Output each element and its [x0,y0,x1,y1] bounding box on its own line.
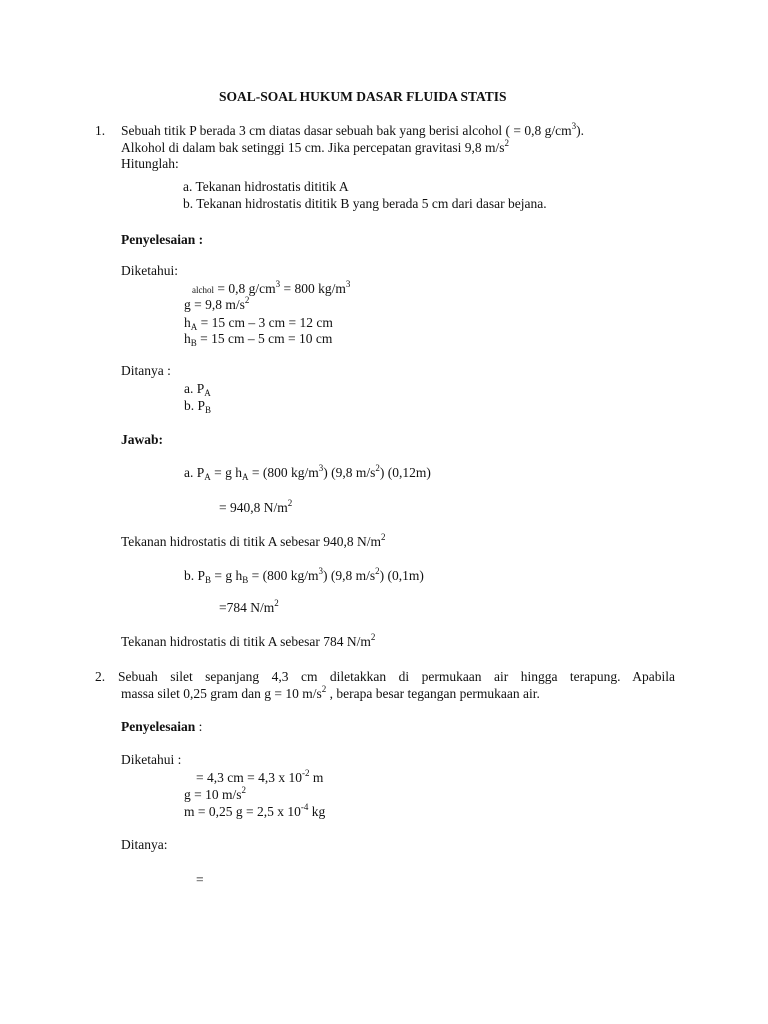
question-1-number: 1. [95,123,106,138]
question-1-item-b: b. Tekanan hidrostatis dititik B yang berada 5 cm dari dasar bejana. [183,196,547,211]
conclusion-b: Tekanan hidrostatis di titik A sebesar 784 $N/m^2$ [121,632,376,649]
known-hB: $h_B = 15$ cm – 5 cm = 10 cm [184,331,333,348]
asked-pb: b. $P_B$ [184,398,212,415]
question-2-line-1: Sebuah silet sepanjang 4,3 cm diletakkan di permukaan air hingga terapung. Apabila [118,669,675,684]
question-1-line-2: Alkohol di dalam bak setinggi 15 cm. Jika percepatan gravitasi 9,8 $m/s^2$ [121,138,510,155]
question-1-line-3: Hitunglah: [121,156,179,171]
known-rho: alchol = 0,8 $g/cm^3 = 800$ $kg/m^3$ [192,279,351,296]
question-1-line-1: Sebuah titik P berada 3 cm diatas dasar sebuah bak yang berisi alcohol ( = 0,8 $g/cm^3$). [121,121,584,138]
known-label-2: Diketahui : [121,752,182,767]
answer-label: Jawab: [121,432,164,447]
asked-pa: a. $P_A$ [184,381,211,398]
asked-equation: = [196,872,204,887]
result-pa: = 940,8 $N/m^2$ [219,498,293,515]
asked-label-1: Ditanya : [121,363,171,378]
page-title: SOAL-SOAL HUKUM DASAR FLUIDA STATIS [219,89,507,104]
question-2-line-2: massa silet 0,25 gram dan g = 10 $m/s^2$ , berapa besar tegangan permukaan air. [121,684,540,701]
result-pb: =784 $N/m^2$ [219,598,279,615]
asked-label-2: Ditanya: [121,837,168,852]
solution-label-1: Penyelesaian : [121,232,204,247]
known-mass: m = 0,25 g = 2,5 x $10^{-4}$ kg [184,802,326,819]
question-2-number: 2. [95,669,106,684]
equation-pb: b. $P_B = g$ $h_B = (800$ $kg/m^3$) (9,8 $m/s^2$) (0,1m) [184,566,424,585]
equation-pa: a. $P_A = g$ $h_A = (800$ $kg/m^3$) (9,8 $m/s^2$) (0,12m) [184,463,431,482]
known-g: g = 9,8 $m/s^2$ [184,295,250,312]
solution-label-2: Penyelesaian : [121,719,203,734]
known-label-1: Diketahui: [121,263,178,278]
known-g-2: g = 10 $m/s^2$ [184,785,246,802]
known-length: = 4,3 cm = 4,3 x $10^{-2}$ m [196,768,324,785]
known-hA: $h_A = 15$ cm – 3 cm = 12 cm [184,315,333,332]
question-1-item-a: a. Tekanan hidrostatis dititik A [183,179,349,194]
conclusion-a: Tekanan hidrostatis di titik A sebesar 940,8 $N/m^2$ [121,532,386,549]
